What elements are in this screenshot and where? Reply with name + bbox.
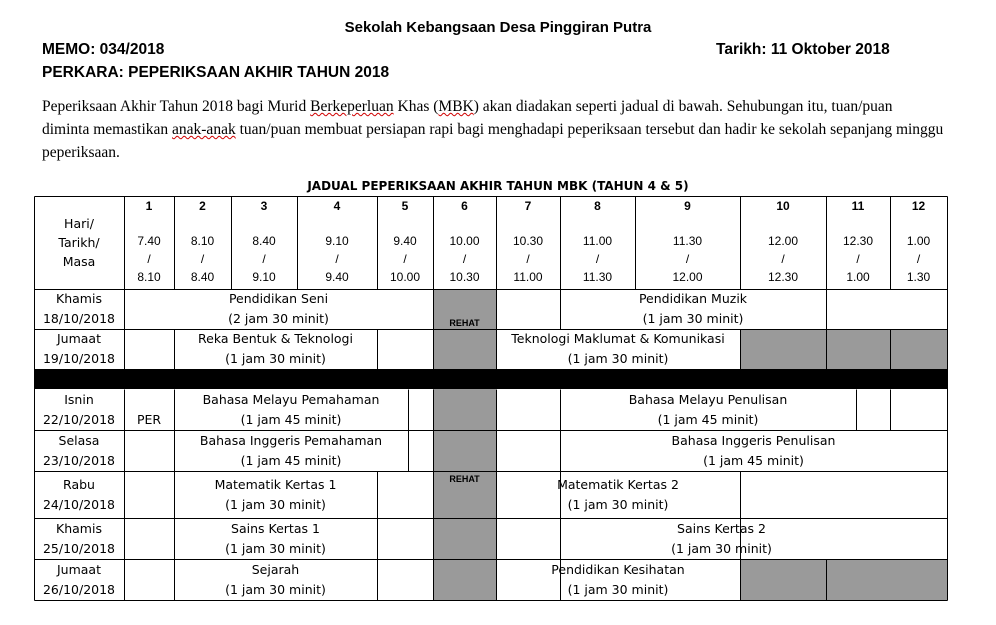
paragraph-line-1: Peperiksaan Akhir Tahun 2018 bagi Murid Berkeperluan Khas (MBK) akan diadakan seperti jadual di bawah. Sehubungan itu, tuan/puan bbox=[42, 98, 893, 115]
period-number: 5 bbox=[401, 199, 409, 213]
period-separator: / bbox=[262, 252, 266, 266]
subject-cell-first bbox=[174, 518, 377, 559]
period-number: 2 bbox=[199, 199, 206, 213]
subject-duration: (2 jam 30 minit) bbox=[228, 311, 329, 326]
subject-name: Bahasa Inggeris Penulisan bbox=[671, 432, 836, 448]
rehat-label: REHAT bbox=[449, 474, 480, 484]
period-separator: / bbox=[856, 252, 860, 266]
day-name: Isnin bbox=[64, 391, 94, 407]
subject-duration: (1 jam 45 minit) bbox=[240, 452, 342, 468]
row-day-date bbox=[34, 289, 124, 329]
period-end-time: 10.30 bbox=[449, 270, 480, 284]
subject-name: Matematik Kertas 2 bbox=[557, 476, 679, 492]
subject-name: Matematik Kertas 1 bbox=[214, 476, 337, 492]
period-start-time: 11.00 bbox=[582, 234, 613, 248]
period-number: 8 bbox=[594, 199, 601, 213]
period-end-time: 1.00 bbox=[846, 270, 870, 284]
subject-duration: (1 jam 30 minit) bbox=[225, 540, 326, 556]
subject-duration: (1 jam 30 minit) bbox=[225, 496, 326, 512]
period-end-time: 1.30 bbox=[906, 270, 931, 284]
period-end-time: 9.10 bbox=[252, 270, 276, 284]
exam-date: 25/10/2018 bbox=[42, 540, 116, 556]
table-title: JADUAL PEPERIKSAAN AKHIR TAHUN MBK (TAHUN 4 & 5) bbox=[307, 179, 689, 193]
subject-name: Teknologi Maklumat & Komunikasi bbox=[511, 331, 725, 346]
row-day-date bbox=[34, 559, 124, 600]
period-start-time: 8.40 bbox=[252, 234, 276, 248]
period-separator: / bbox=[335, 252, 339, 266]
subject-name: Sains Kertas 1 bbox=[231, 520, 320, 536]
period-start-time: 9.40 bbox=[393, 234, 417, 248]
subject-name: Bahasa Inggeris Pemahaman bbox=[199, 432, 383, 448]
period-separator: / bbox=[595, 252, 600, 266]
period-number: 11 bbox=[851, 199, 865, 213]
subject-duration: (1 jam 30 minit) bbox=[225, 351, 326, 366]
subject-cell-second bbox=[560, 430, 947, 471]
subject-cell-first bbox=[174, 559, 377, 600]
header-corner-line: Hari/ bbox=[64, 216, 94, 231]
period-end-time: 12.00 bbox=[672, 270, 703, 284]
exam-date: 22/10/2018 bbox=[42, 411, 116, 427]
period-end-time: 10.00 bbox=[389, 270, 421, 284]
period-separator: / bbox=[200, 252, 205, 266]
subject-name: Pendidikan Muzik bbox=[638, 291, 748, 306]
subject-cell-second bbox=[496, 559, 740, 600]
period-end-time: 11.00 bbox=[513, 270, 543, 284]
period-number: 1 bbox=[145, 199, 153, 213]
day-name: Jumaat bbox=[56, 561, 101, 577]
period-separator: / bbox=[781, 252, 785, 266]
subject-name: Sains Kertas 2 bbox=[677, 520, 766, 536]
exam-date: 26/10/2018 bbox=[42, 581, 116, 597]
subject-cell-second bbox=[496, 329, 740, 369]
row-day-date bbox=[34, 329, 124, 369]
paragraph-line-2: diminta memastikan anak-anak tuan/puan membuat persiapan rapi bagi menghadapi peperiksaan tersebut dan hadir ke sekolah sepanjang minggu bbox=[42, 121, 944, 138]
period-separator: / bbox=[462, 252, 467, 266]
subject-cell-second bbox=[560, 289, 826, 329]
per-label: PER bbox=[136, 411, 162, 427]
day-name: Rabu bbox=[63, 476, 95, 492]
header-day-date-time bbox=[34, 196, 124, 289]
memo-number: MEMO: 034/2018 bbox=[42, 41, 165, 58]
school-name: Sekolah Kebangsaan Desa Pinggiran Putra bbox=[344, 19, 652, 36]
row-day-date bbox=[34, 518, 124, 559]
period-start-time: 1.00 bbox=[906, 234, 931, 248]
subject-name: Bahasa Melayu Pemahaman bbox=[202, 391, 380, 407]
subject-duration: (1 jam 45 minit) bbox=[703, 452, 804, 468]
period-number: 7 bbox=[524, 199, 532, 213]
period-number: 4 bbox=[333, 199, 341, 213]
subject-name: Sejarah bbox=[251, 561, 300, 577]
subject-name: Pendidikan Kesihatan bbox=[551, 561, 685, 577]
exam-date: 23/10/2018 bbox=[42, 452, 116, 468]
week-separator bbox=[34, 369, 947, 389]
subject-cell-first bbox=[174, 329, 377, 369]
period-separator: / bbox=[916, 252, 921, 266]
exam-date: 19/10/2018 bbox=[42, 351, 116, 366]
period-end-time: 8.40 bbox=[190, 270, 215, 284]
subject-duration: (1 jam 30 minit) bbox=[642, 311, 744, 326]
paragraph-line-3: peperiksaan. bbox=[42, 144, 120, 161]
subject-cell-second bbox=[496, 471, 740, 518]
subject-cell-second bbox=[560, 389, 856, 430]
subject-duration: (1 jam 45 minit) bbox=[657, 411, 759, 427]
subject-duration: (1 jam 30 minit) bbox=[671, 540, 772, 556]
day-name: Khamis bbox=[56, 291, 102, 306]
period-number: 6 bbox=[461, 199, 468, 213]
subject-duration: (1 jam 45 minit) bbox=[240, 411, 342, 427]
period-end-time: 12.30 bbox=[767, 270, 799, 284]
period-start-time: 11.30 bbox=[672, 234, 703, 248]
period-separator: / bbox=[147, 252, 151, 266]
period-start-time: 9.10 bbox=[325, 234, 349, 248]
memo-date: Tarikh: 11 Oktober 2018 bbox=[716, 41, 890, 58]
period-end-time: 11.30 bbox=[582, 270, 613, 284]
day-name: Jumaat bbox=[56, 331, 101, 346]
subject-cell-second bbox=[496, 518, 947, 559]
row-day-date bbox=[34, 389, 124, 430]
memo-subject: PERKARA: PEPERIKSAAN AKHIR TAHUN 2018 bbox=[42, 64, 390, 81]
period-end-time: 8.10 bbox=[137, 270, 161, 284]
subject-cell-first bbox=[174, 471, 377, 518]
period-start-time: 10.00 bbox=[449, 234, 480, 248]
rehat-column-bottom bbox=[433, 389, 496, 600]
exam-date: 24/10/2018 bbox=[42, 496, 116, 512]
subject-cell-first bbox=[124, 289, 433, 329]
subject-duration: (1 jam 30 minit) bbox=[567, 581, 669, 597]
row-day-date bbox=[34, 430, 124, 471]
period-start-time: 7.40 bbox=[137, 234, 161, 248]
period-separator: / bbox=[685, 252, 690, 266]
period-number: 9 bbox=[684, 199, 691, 213]
subject-name: Reka Bentuk & Teknologi bbox=[198, 331, 353, 346]
subject-cell-first bbox=[174, 389, 408, 430]
per-slot bbox=[124, 389, 174, 430]
period-start-time: 10.30 bbox=[512, 234, 544, 248]
subject-cell-first bbox=[174, 430, 408, 471]
period-number: 12 bbox=[911, 199, 926, 213]
period-start-time: 12.00 bbox=[767, 234, 799, 248]
rehat-label: REHAT bbox=[449, 318, 480, 328]
period-separator: / bbox=[403, 252, 407, 266]
subject-duration: (1 jam 30 minit) bbox=[567, 496, 669, 512]
period-start-time: 12.30 bbox=[842, 234, 874, 248]
period-separator: / bbox=[526, 252, 530, 266]
subject-duration: (1 jam 30 minit) bbox=[567, 351, 669, 366]
subject-name: Bahasa Melayu Penulisan bbox=[628, 391, 788, 407]
subject-name: Pendidikan Seni bbox=[228, 291, 329, 306]
exam-date: 18/10/2018 bbox=[42, 311, 116, 326]
subject-duration: (1 jam 30 minit) bbox=[225, 581, 326, 597]
period-number: 10 bbox=[776, 199, 790, 213]
header-corner-line: Masa bbox=[62, 254, 96, 269]
empty-slot-shaded bbox=[740, 329, 947, 369]
header-corner-line: Tarikh/ bbox=[58, 235, 100, 250]
day-name: Selasa bbox=[58, 432, 100, 448]
day-name: Khamis bbox=[56, 520, 102, 536]
period-end-time: 9.40 bbox=[325, 270, 349, 284]
period-start-time: 8.10 bbox=[190, 234, 215, 248]
row-day-date bbox=[34, 471, 124, 518]
period-number: 3 bbox=[260, 199, 268, 213]
empty-slot-shaded bbox=[740, 559, 947, 600]
